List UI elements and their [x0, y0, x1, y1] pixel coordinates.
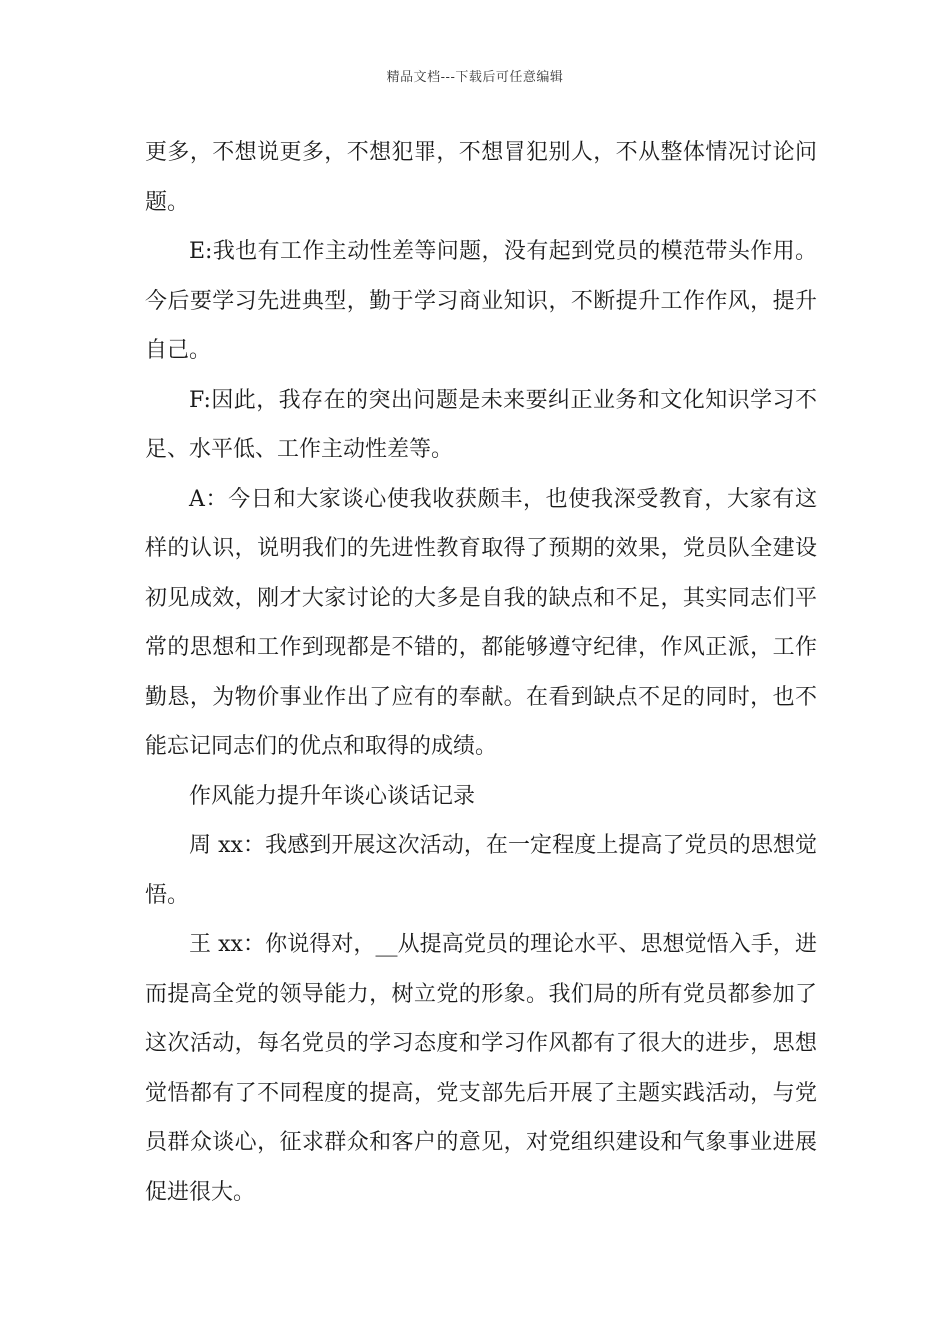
paragraph-speaker-e: E:我也有工作主动性差等问题，没有起到党员的模范带头作用。今后要学习先进典型，勤于学习商业知识，不断提升工作作风，提升自己。: [145, 239, 817, 363]
paragraph-continuation: 更多，不想说更多，不想犯罪，不想冒犯别人，不从整体情况讨论问题。: [145, 140, 817, 215]
document-body: [145, 128, 817, 1217]
paragraph-speaker-zhou: 周 xx：我感到开展这次活动，在一定程度上提高了党员的思想觉悟。: [145, 833, 817, 908]
paragraph-speaker-wang: 王 xx：你说得对，__从提高党员的理论水平、思想觉悟入手，进而提高全党的领导能力，树立党的形象。我们局的所有党员都参加了这次活动，每名党员的学习态度和学习作风都有了很大的进步，思想觉悟都有了不同程度的提高，党支部先后开展了主题实践活动，与党员群众谈心，征求群众和客户的意见，对党组织建设和气象事业进展促进很大。: [145, 932, 817, 1205]
page-header: 精品文档---下载后可任意编辑: [386, 70, 564, 85]
paragraph-speaker-a: A：今日和大家谈心使我收获颇丰，也使我深受教育，大家有这样的认识，说明我们的先进性教育取得了预期的效果，党员队全建设初见成效，刚才大家讨论的大多是自我的缺点和不足，其实同志们平常的思想和工作到现都是不错的，都能够遵守纪律，作风正派，工作勤恳，为物价事业作出了应有的奉献。在看到缺点不足的同时，也不能忘记同志们的优点和取得的成绩。: [145, 486, 817, 759]
section-title: 作风能力提升年谈心谈话记录: [189, 783, 476, 809]
paragraph-speaker-f: F:因此，我存在的突出问题是未来要纠正业务和文化知识学习不足、水平低、工作主动性差等。: [145, 387, 817, 462]
